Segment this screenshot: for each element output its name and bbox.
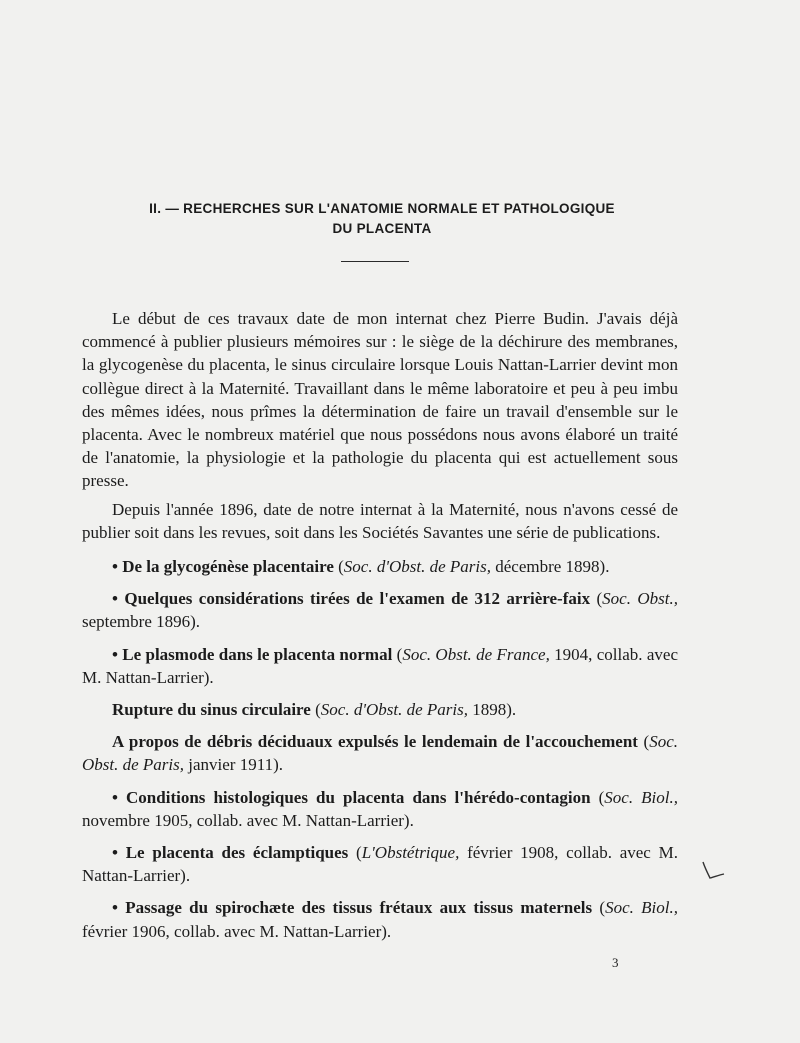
margin-checkmark xyxy=(700,860,726,882)
intro-paragraph: Le début de ces travaux date de mon internat chez Pierre Budin. J'avais déjà commencé à publier plusieurs mémoires sur : le siège de la déchirure des membranes, la glycogenèse du placenta, le sinus circulaire lorsque Louis Nattan-Larrier devint mon collègue direct à la Maternité. Travaillant dans le même laboratoire et peu à peu imbu des mêmes idées, nous prîmes la détermination de faire un travail d'ensemble sur le placenta. Avec le nombreux matériel que nous possédons nous avons élaboré un traité de l'anatomie, la physiologie et la pathologie du placenta qui est actuellement sous presse. xyxy=(82,309,678,491)
bullet-marker: • xyxy=(112,589,118,609)
publication-details: février 1908, collab. avec M. Nattan-Larrier). xyxy=(82,843,678,886)
publication-entry xyxy=(82,841,678,887)
publication-title: Rupture du sinus circulaire xyxy=(112,700,311,720)
bullet-marker: • xyxy=(112,644,118,664)
publication-title: Le plasmode dans le placenta normal xyxy=(122,644,393,664)
publication-source: Soc. Obst., xyxy=(602,589,678,609)
publication-title: A propos de débris déciduaux expulsés le lendemain de l'accouchement xyxy=(112,732,638,752)
publication-title: Quelques considérations tirées de l'examen de 312 arrière-faix xyxy=(124,589,591,609)
publication-details: février 1906, collab. avec M. Nattan-Larrier). xyxy=(82,921,392,941)
ref-open: ( xyxy=(333,557,344,577)
publication-entry xyxy=(82,730,678,776)
publication-title: De la glycogénèse placentaire xyxy=(122,557,334,577)
bullet-marker: • xyxy=(112,557,118,577)
ref-open: ( xyxy=(590,589,603,609)
bullet-marker: • xyxy=(112,843,118,863)
ref-open: ( xyxy=(310,700,321,720)
publication-title: Le placenta des éclamptiques xyxy=(125,843,349,863)
publication-details: décembre 1898). xyxy=(490,557,610,577)
publication-title: Passage du spirochæte des tissus frétaux aux tissus maternels xyxy=(125,898,593,918)
ref-open: ( xyxy=(590,787,605,807)
intro-paragraph: Depuis l'année 1896, date de notre internat à la Maternité, nous n'avons cessé de publier soit dans les revues, soit dans les Sociétés Savantes une série de publications. xyxy=(82,499,678,542)
publication-source: Soc. Obst. de Paris, xyxy=(82,732,678,775)
bullet-marker: • xyxy=(112,787,118,807)
publication-entry xyxy=(82,587,678,633)
heading-line-1: II. — RECHERCHES SUR L'ANATOMIE NORMALE ET PATHOLOGIQUE xyxy=(149,201,615,216)
body-text xyxy=(82,307,678,943)
ref-open: ( xyxy=(637,732,650,752)
publication-details: novembre 1905, collab. avec M. Nattan-Larrier). xyxy=(82,810,414,830)
publication-source: L'Obstétrique, xyxy=(361,843,460,863)
publication-entry xyxy=(82,555,678,578)
publication-entry xyxy=(82,643,678,689)
publication-title: Conditions histologiques du placenta dans l'hérédo-contagion xyxy=(126,787,591,807)
publication-source: Soc. Biol., xyxy=(605,898,678,918)
heading-divider xyxy=(341,261,409,262)
publication-details: septembre 1896). xyxy=(82,612,201,632)
section-heading xyxy=(108,199,656,239)
publication-source: Soc. Obst. de France, xyxy=(402,644,550,664)
page-number: 3 xyxy=(612,955,619,970)
publication-source: Soc. d'Obst. de Paris, xyxy=(343,557,491,577)
publication-source: Soc. d'Obst. de Paris, xyxy=(320,700,468,720)
publication-source: Soc. Biol., xyxy=(604,787,678,807)
ref-open: ( xyxy=(592,898,606,918)
publication-entry xyxy=(82,786,678,832)
heading-line-2: DU PLACENTA xyxy=(332,221,432,236)
ref-open: ( xyxy=(348,843,362,863)
publication-details: 1904, collab. avec M. Nattan-Larrier). xyxy=(82,644,678,687)
publication-details: janvier 1911). xyxy=(184,755,283,775)
publication-entry xyxy=(82,896,678,942)
ref-open: ( xyxy=(392,644,403,664)
publication-entry xyxy=(82,698,678,721)
publication-list xyxy=(82,555,678,943)
bullet-marker: • xyxy=(112,898,118,918)
publication-details: 1898). xyxy=(467,700,517,720)
